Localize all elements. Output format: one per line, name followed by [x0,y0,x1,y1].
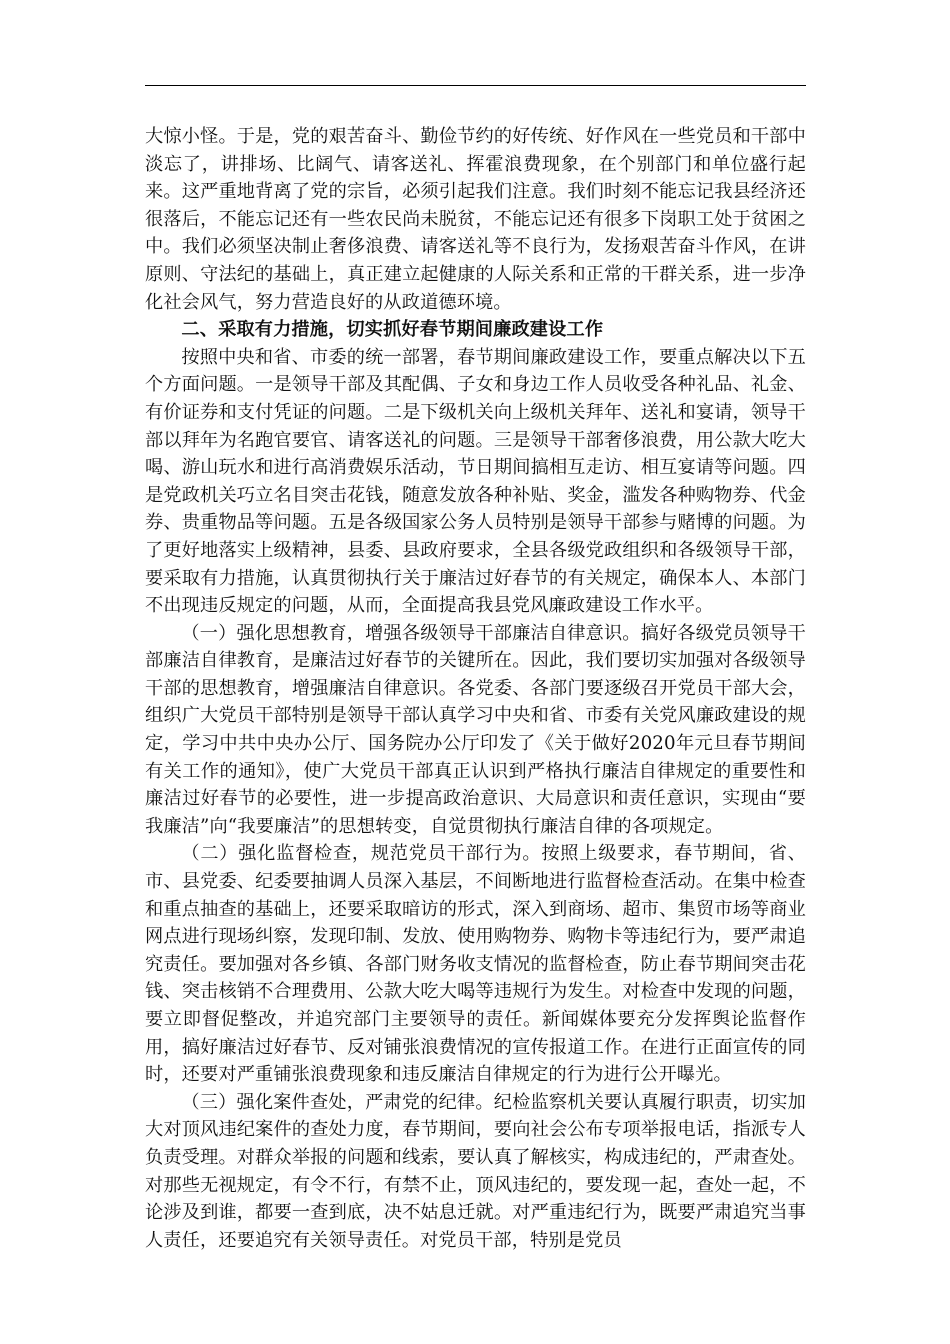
header-rule [145,85,806,86]
paragraph-education: （一）强化思想教育，增强各级领导干部廉洁自律意识。搞好各级党员领导干部廉洁自律教育，是廉洁过好春节的关键所在。因此，我们要切实加强对各级领导干部的思想教育，增强廉洁自律意识。各党委、各部门要逐级召开党员干部大会，组织广大党员干部特别是领导干部认真学习中央和省、市委有关党风廉政建设的规定，学习中共中央办公厅、国务院办公厅印发了《关于做好2020年元旦春节期间有关工作的通知》，使广大党员干部真正认识到严格执行廉洁自律规定的重要性和廉洁过好春节的必要性，进一步提高政治意识、大局意识和责任意识，实现由“要我廉洁”向“我要廉洁”的思想转变，自觉贯彻执行廉洁自律的各项规定。 [145,622,806,837]
paragraph-continuation: 大惊小怪。于是，党的艰苦奋斗、勤俭节约的好传统、好作风在一些党员和干部中淡忘了，讲排场、比阔气、请客送礼、挥霍浪费现象，在个别部门和单位盛行起来。这严重地背离了党的宗旨，必须引起我们注意。我们时刻不能忘记我县经济还很落后，不能忘记还有一些农民尚未脱贫，不能忘记还有很多下岗职工处于贫困之中。我们必须坚决制止奢侈浪费、请客送礼等不良行为，发扬艰苦奋斗作风，在讲原则、守法纪的基础上，真正建立起健康的人际关系和正常的干群关系，进一步净化社会风气，努力营造良好的从政道德环境。 [145,126,806,313]
document-body [145,123,806,1254]
paragraph-key-issues: 按照中央和省、市委的统一部署，春节期间廉政建设工作，要重点解决以下五个方面问题。一是领导干部及其配偶、子女和身边工作人员收受各种礼品、礼金、有价证券和支付凭证的问题。二是下级机关向上级机关拜年、送礼和宴请，领导干部以拜年为名跑官要官、请客送礼的问题。三是领导干部奢侈浪费，用公款大吃大喝、游山玩水和进行高消费娱乐活动，节日期间搞相互走访、相互宴请等问题。四是党政机关巧立名目突击花钱，随意发放各种补贴、奖金，滥发各种购物券、代金券、贵重物品等问题。五是各级国家公务人员特别是领导干部参与赌博的问题。为了更好地落实上级精神，县委、县政府要求，全县各级党政组织和各级领导干部，要采取有力措施，认真贯彻执行关于廉洁过好春节的有关规定，确保本人、本部门不出现违反规定的问题，从而，全面提高我县党风廉政建设工作水平。 [145,346,806,617]
paragraph-case-handling: （三）强化案件查处，严肃党的纪律。纪检监察机关要认真履行职责，切实加大对顶风违纪案件的查处力度，春节期间，要向社会公布专项举报电话，指派专人负责受理。对群众举报的问题和线索，要认真了解核实，构成违纪的，严肃查处。对那些无视规定，有令不行，有禁不止，顶风违纪的，要发现一起，查处一起，不论涉及到谁，都要一查到底，决不姑息迁就。对严重违纪行为，既要严肃追究当事人责任，还要追究有关领导责任。对党员干部，特别是党员 [145,1091,806,1251]
section-heading: 二、采取有力措施，切实抓好春节期间廉政建设工作 [181,319,604,341]
paragraph-supervision: （二）强化监督检查，规范党员干部行为。按照上级要求，春节期间，省、市、县党委、纪委要抽调人员深入基层，不间断地进行监督检查活动。在集中检查和重点抽查的基础上，还要采取暗访的形式，深入到商场、超市、集贸市场等商业网点进行现场纠察，发现印制、发放、使用购物券、购物卡等违纪行为，要严肃追究责任。要加强对各乡镇、各部门财务收支情况的监督检查，防止春节期间突击花钱、突击核销不合理费用、公款大吃大喝等违规行为发生。对检查中发现的问题，要立即督促整改，并追究部门主要领导的责任。新闻媒体要充分发挥舆论监督作用，搞好廉洁过好春节、反对铺张浪费情况的宣传报道工作。在进行正面宣传的同时，还要对严重铺张浪费现象和违反廉洁自律规定的行为进行公开曝光。 [145,843,806,1086]
